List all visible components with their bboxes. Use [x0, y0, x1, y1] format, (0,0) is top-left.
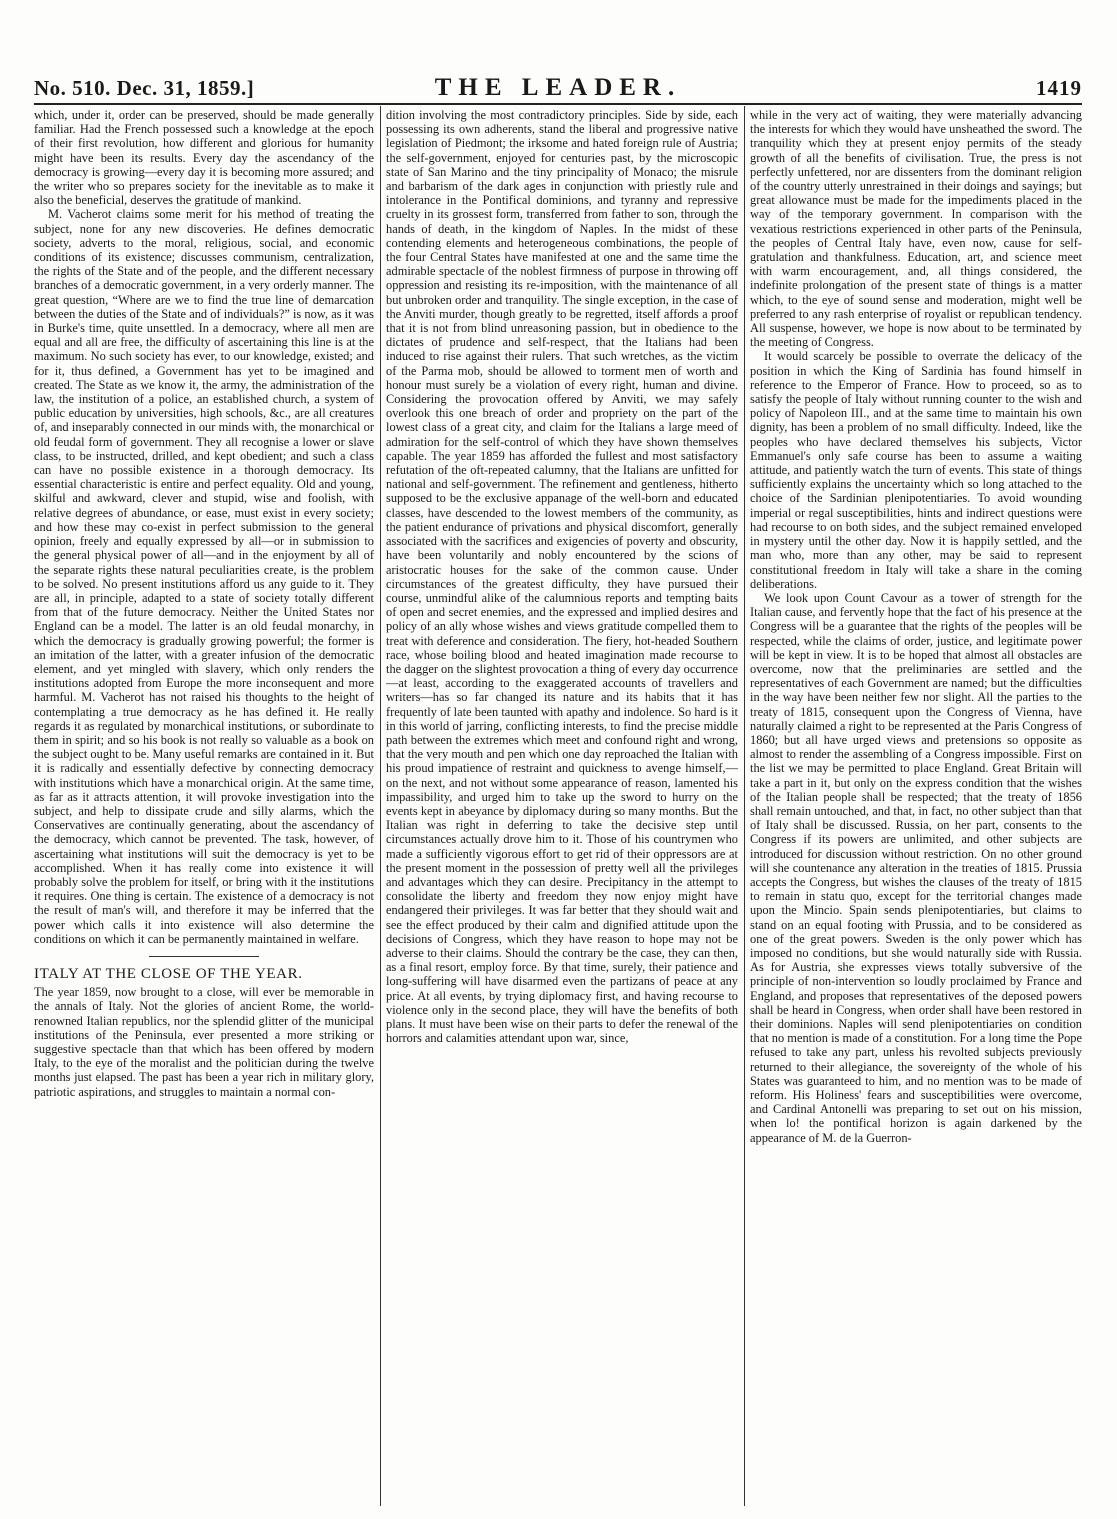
column-divider: [380, 106, 381, 1506]
article-paragraph: while in the very act of waiting, they were materially advancing the interests for which they would have unsheathed the sword. The tranquility which they at present enjoy permits of the steady growth of all the benefits of civilisation. True, the press is not perfectly unfettered, nor are dissenters from the dominant religion of the country utterly unrestrained in their doings and sayings; but great allowance must be made for the impediments placed in the way of the temporary government. In comparison with the vexatious restrictions experienced in other parts of the Peninsula, the peoples of Central Italy have, even now, cause for self-gratulation and thankfulness. Education, art, and science meet with warm encouragement, and, all things considered, the indefinite prolongation of the present state of things is a matter which, to the eye of sound sense and moderation, might well be preferred to any rash enterprise of royalist or republican tendency. All suspense, however, we hope is now about to be terminated by the meeting of Congress.: [750, 108, 1082, 350]
issue-date: No. 510. Dec. 31, 1859.]: [34, 76, 255, 100]
section-heading: ITALY AT THE CLOSE OF THE YEAR.: [34, 965, 303, 982]
column-3: [750, 108, 1082, 1513]
article-paragraph: M. Vacherot claims some merit for his method of treating the subject, none for any new discoveries. He defines democratic society, adverts to the moral, religious, social, and economic conditions of its existence; discusses communism, centralization, the rights of the State and of the people, and the different necessary branches of a democratic government, in a very orderly manner. The great question, “Where are we to find the true line of demarcation between the duties of the State and of individuals?” is now, as it was in Burke's time, quite unsettled. In a democracy, where all men are equal and all are free, the difficulty of ascertaining this line is at the maximum. No such society has ever, to our knowledge, existed; and for it, thus defined, a Government has yet to be imagined and created. The State as we know it, the army, the administration of the law, the institution of a police, an established church, a system of public education by universities, high schools, &c., are all creatures of, and inseparably connected in our minds with, the monarchical or old feudal form of government. They all recognise a lower or slave class, to be instructed, drilled, and kept obedient; and such a class can have no possible existence in a thorough democracy. Its essential characteristic is entire and perfect equality. Old and young, skilful and awkward, clever and stupid, wise and foolish, with relative degrees of abundance, or ease, must exist in every society; and how these may co-exist in perfect submission to the general opinion, freely and equally expressed by all—or in submission to the general physical power of all—and in the enjoyment by all of the separate rights these natural peculiarities create, is the problem to be solved. No present institutions afford us any guide to it. They are all, in principle, adapted to a state of society totally different from that of the future democracy. Neither the United States nor England can be a model. The latter is an old feudal monarchy, in which the democracy is gradually growing powerful; the former is an imitation of the latter, with a greater infusion of the democratic element, and yet mingled with slavery, which only renders the institutions adopted from Europe the more inconsequent and more harmful. M. Vacherot has not raised his thoughts to the height of contemplating a true democracy as he has defined it. He really regards it as regulated by monarchical institutions, or subordinate to them in spirit; and so his book is not really so valuable as a book on the subject ought to be. Many useful remarks are contained in it. But it is radically and essentially defective by connecting democracy with institutions which have a monarchical origin. At the same time, as far as it attracts attention, it will provoke investigation into the subject, and help to dissipate crude and silly alarms, which the Conservatives are continually generating, about the ascendancy of the democracy, which cannot be prevented. The task, however, of ascertaining what institutions will suit the democracy is yet to be accomplished. When it has really come into existence it will probably solve the problem for itself, or bring with it the institutions it requires. One thing is certain. The existence of a democracy is not the result of man's will, and therefore it may be inferred that the power which calls it into existence will also determine the conditions on which it can be permanently maintained in welfare.: [34, 207, 374, 946]
section-separator: [149, 956, 259, 957]
article-paragraph: We look upon Count Cavour as a tower of strength for the Italian cause, and fervently hope that the fact of his presence at the Congress will be a guarantee that the rights of the peoples will be respected, while the claims of order, justice, and legitimate power will be kept in view. It is to be hoped that almost all obstacles are overcome, now that the preliminaries are settled and the representatives of each Government are named; but the difficulties in the way have been neither few nor slight. All the parties to the treaty of 1815, consequent upon the Congress of Vienna, have naturally claimed a right to be represented at the Paris Congress of 1860; but all have urged views and pretensions so opposite as almost to render the assembling of a Congress impossible. First on the list we may be permitted to place England. Great Britain will take a part in it, but only on the express condition that the wishes of the Italian people shall be respected; that the treaty of 1856 shall remain untouched, and that, in fact, no other subject than that of Italy shall be discussed. Russia, on her part, consents to the Congress if its powers are unlimited, and other subjects are introduced for discussion without restriction. On no other ground will she countenance any alteration in the treaties of 1815. Prussia accepts the Congress, but wishes the clauses of the treaty of 1815 to remain in statu quo, except for the territorial changes made upon the Mincio. Spain sends plenipotentiaries, but claims to stand on an equal footing with Prussia, and to be considered as one of the great powers. Sweden is the only power which has imposed no conditions, but she would naturally side with Russia. As for Austria, she expresses views totally subversive of the principle of non-intervention so loudly proclaimed by France and England, and proposes that representatives of the deposed powers shall be heard in Congress, when order shall have been restored in their dominions. Naples will send plenipotentiaries on condition that no mention is made of a constitution. For a long time the Pope refused to take any part, unless his revolted subjects previously returned to their allegiance, the sovereignty of the whole of his States was guaranteed to him, and no mention was to be made of reform. His Holiness' fears and susceptibilities were overcome, and Cardinal Antonelli was preparing to set out on his mission, when lo! the pontifical horizon is again darkened by the appearance of M. de la Guerron-: [750, 590, 1082, 1145]
article-paragraph: It would scarcely be possible to overrate the delicacy of the position in which the King of Sardinia has found himself in reference to the Emperor of France. How to proceed, so as to satisfy the people of Italy without running counter to the wish and policy of Napoleon III., and at the same time to maintain his own dignity, has been a problem of no small difficulty. Indeed, like the peoples who have declared themselves his subjects, Victor Emmanuel's only safe course has been to assume a waiting attitude, and patiently watch the turn of events. This state of things sufficiently explains the uncertainty which so long attached to the choice of the Sardinian plenipotentiaries. To avoid wounding imperial or regal susceptibilities, hints and indirect questions were had recourse to on both sides, and the subject remained enveloped in mystery until the other day. Now it is happily settled, and the man who, more than any other, may be said to represent constitutional freedom in Italy will take a share in the coming deliberations.: [750, 349, 1082, 591]
column-1: [34, 108, 374, 1513]
column-2: [386, 108, 738, 1513]
page-number: 1419: [1036, 76, 1082, 100]
masthead: [34, 74, 1082, 104]
column-divider: [744, 106, 745, 1506]
masthead-rule: [34, 103, 1082, 105]
newspaper-title: THE LEADER.: [434, 74, 682, 101]
article-paragraph: dition involving the most contradictory principles. Side by side, each possessing its own adherents, stand the liberal and progressive native legislation of Piedmont; the irksome and hated foreign rule of Austria; the self-government, enjoyed for centuries past, by the microscopic state of San Marino and the tiny principality of Monaco; the misrule and barbarism of the dark ages in conjunction with priestly rule and intolerance in the Pontifical dominions, and tyranny and repressive cruelty in its grossest form, transferred from father to son, through the hands of death, in the kingdom of Naples. In the midst of these contending elements and heterogeneous combinations, the people of the four Central States have manifested at one and the same time the admirable spectacle of the noblest firmness of purpose in throwing off oppression and resisting its re-imposition, with the maintenance of all but unbroken order and tranquility. The single exception, in the case of the Anviti murder, though greatly to be regretted, itself affords a proof that it is not from blind unreasoning passion, but in obedience to the dictates of prudence and self-respect, that the Italians had been induced to rise against their rulers. That such wretches, as the victim of the Parma mob, should be allowed to torment men of worth and honour must surely be a violation of every right, human and divine. Considering the provocation offered by Anviti, we may safely overlook this one breach of order and propriety on the part of the lowest class of a great city, and claim for the Italians a large meed of admiration for the self-control of which they have shown themselves capable. The year 1859 has afforded the fullest and most satisfactory refutation of the oft-repeated calumny, that the Italians are unfitted for national and self-government. The refinement and gentleness, hitherto supposed to be the exclusive appanage of the well-born and educated classes, have descended to the lowest members of the community, as the patient endurance of privations and physical discomfort, generally associated with the sacrifices and exigencies of poverty and obscurity, have been voluntarily and nobly encountered by the scions of aristocratic houses for the sake of the common cause. Under circumstances of the greatest difficulty, they have pursued their course, unmindful alike of the calumnious reports and tempting baits of open and secret enemies, and the expressed and implied desires and policy of an ally whose wishes and views gratitude compelled them to treat with deference and consideration. The fiery, hot-headed Southern race, whose boiling blood and heated imagination made recourse to the dagger on the slightest provocation a thing of every day occurrence—at least, according to the exaggerated accounts of travellers and writers—has so far changed its nature and its habits that it has frequently of late been taunted with apathy and indolence. So hard is it in this world of jarring, conflicting interests, to find the precise middle path between the extremes which meet and confound right and wrong, that the very mouth and pen which one day reproached the Italian with his proud impatience of restraint and quickness to avenge himself,—on the next, and not without some appearance of reason, lamented his impassibility, and urged him to take up the sword to hurry on the events kept in abeyance by diplomacy during so many months. But the Italian was right in deferring to take the decisive step until circumstances actually drove him to it. Those of his countrymen who made a sufficiently vigorous effort to get rid of their oppressors are at the present moment in the possession of pretty well all the privileges and advantages which they can desire. Precipitancy in the attempt to consolidate the liberty and freedom they now enjoy might have endangered their privileges. It was far better that they should wait and see the effect produced by their calm and dignified attitude upon the decisions of Congress, which they have reason to hope may not be adverse to their claims. Should the contrary be the case, they can then, as a final resort, employ force. By that time, surely, their patience and long-suffering will have disarmed even the partizans of peace at any price. At all events, by trying diplomacy first, and having recourse to violence only in the second place, they will have the benefits of both plans. It must have been wise on their parts to defer the renewal of the horrors and calamities attendant upon war, since,: [386, 108, 738, 1046]
article-paragraph: which, under it, order can be preserved, should be made generally familiar. Had the French possessed such a knowledge at the epoch of their first revolution, how different and glorious for humanity might have been its results. Every day the ascendancy of the democracy is growing—every day it is becoming more assured; and the writer who so prepares society for the inevitable as to make it also the beneficial, deserves the gratitude of mankind.: [34, 108, 374, 208]
article-paragraph: The year 1859, now brought to a close, will ever be memorable in the annals of Italy. Not the glories of ancient Rome, the world-renowned Italian republics, nor the splendid glitter of the municipal institutions of the Peninsula, ever presented a more striking or suggestive spectacle than that which has been offered by modern Italy, to the eye of the moralist and the politician during the twelve months just elapsed. The past has been a year rich in military glory, patriotic aspirations, and struggles to maintain a normal con-: [34, 985, 374, 1099]
